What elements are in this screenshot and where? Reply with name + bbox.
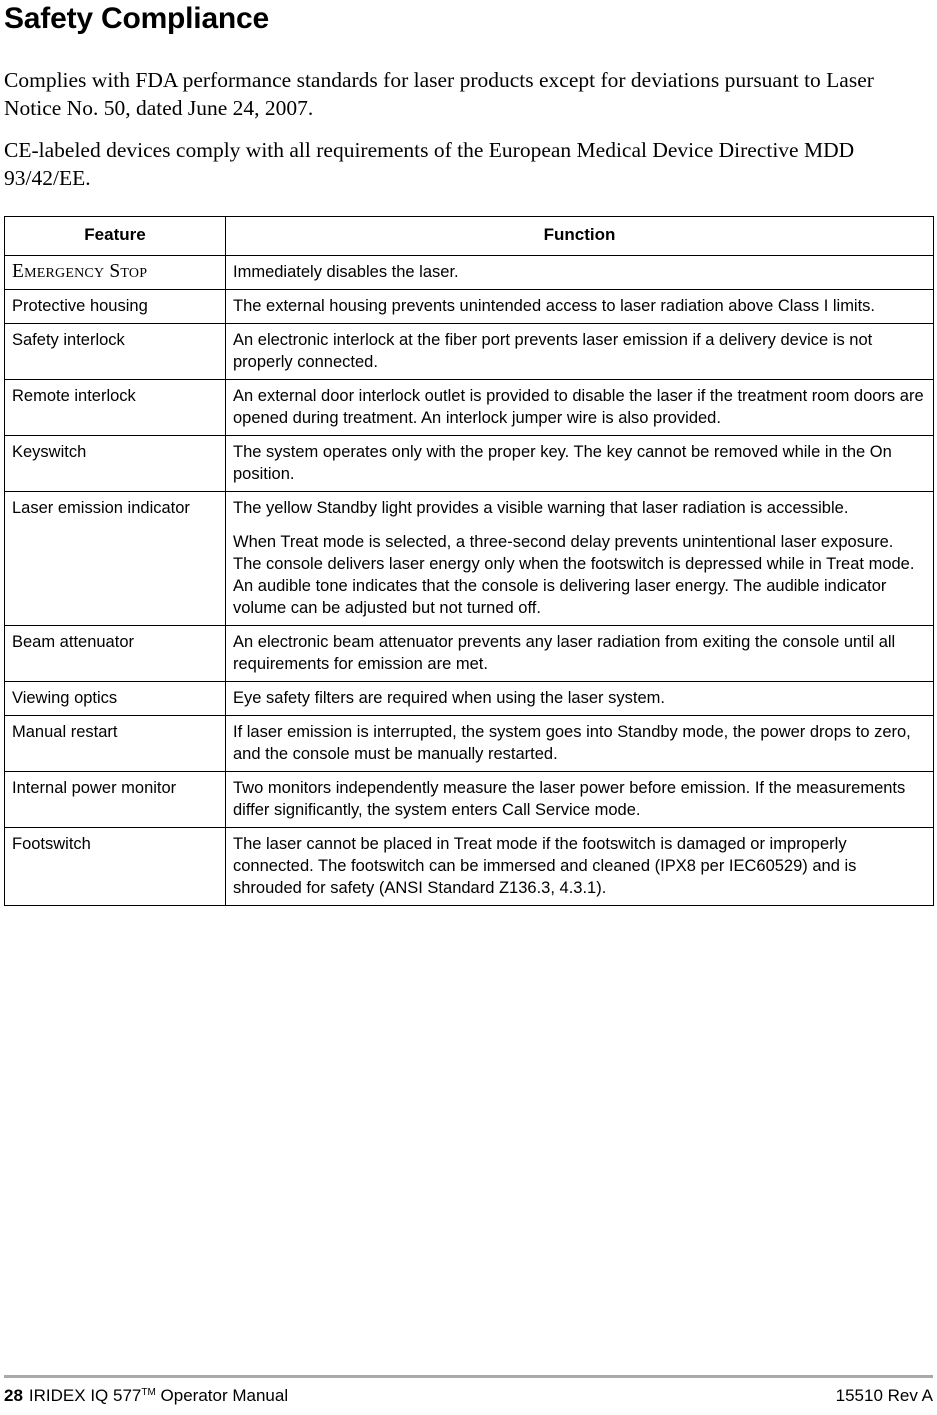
table-row <box>5 290 934 324</box>
function-cell <box>226 716 934 772</box>
table-row <box>5 716 934 772</box>
function-cell <box>226 436 934 492</box>
feature-cell: Beam attenuator <box>5 626 226 682</box>
intro-paragraph-ce: CE-labeled devices comply with all requirements of the European Medical Device Directive MDD 93/42/EE. <box>4 138 855 190</box>
feature-cell: Emergency Stop <box>5 256 226 290</box>
feature-cell: Footswitch <box>5 828 226 906</box>
table-row <box>5 256 934 290</box>
table-row <box>5 682 934 716</box>
feature-cell: Viewing optics <box>5 682 226 716</box>
function-paragraph: Two monitors independently measure the laser power before emission. If the measurements differ significantly, the system enters Call Service mode. <box>233 779 906 819</box>
feature-cell: Internal power monitor <box>5 772 226 828</box>
table-row <box>5 626 934 682</box>
table-header-row <box>5 217 934 256</box>
function-paragraph: Eye safety filters are required when using the laser system. <box>233 689 665 707</box>
page-title: Safety Compliance <box>4 2 270 35</box>
function-paragraph: The laser cannot be placed in Treat mode if the footswitch is damaged or improperly connected. The footswitch can be immersed and cleaned (IPX8 per IEC60529) and is shrouded for safety (ANSI Standard Z136.3, 4.3.1). <box>233 835 857 897</box>
column-header-feature: Feature <box>5 217 226 256</box>
feature-cell: Remote interlock <box>5 380 226 436</box>
footer-row <box>4 1378 933 1407</box>
function-paragraph: An electronic beam attenuator prevents any laser radiation from exiting the console until all requirements for emission are met. <box>233 633 896 673</box>
function-paragraph: The yellow Standby light provides a visible warning that laser radiation is accessible. <box>233 499 849 517</box>
table-row <box>5 380 934 436</box>
table-row <box>5 492 934 626</box>
footer-manual-suffix: Operator Manual <box>155 1386 289 1405</box>
feature-cell: Safety interlock <box>5 324 226 380</box>
function-paragraph: The system operates only with the proper key. The key cannot be removed while in the On position. <box>233 443 892 483</box>
function-cell <box>226 380 934 436</box>
column-header-function: Function <box>226 217 934 256</box>
function-paragraph: When Treat mode is selected, a three-second delay prevents unintentional laser exposure. The console delivers laser energy only when the footswitch is depressed while in Treat mode. An audible tone indicates that the console is delivering laser energy. The audible indicator volume can be adjusted but not turned off. <box>233 533 915 617</box>
table-row <box>5 772 934 828</box>
function-paragraph: Immediately disables the laser. <box>233 263 459 281</box>
page-content <box>4 0 933 906</box>
function-paragraph: If laser emission is interrupted, the system goes into Standby mode, the power drops to zero, and the console must be manually restarted. <box>233 723 911 763</box>
table-header <box>5 217 934 256</box>
table-row <box>5 436 934 492</box>
intro-paragraph-fda: Complies with FDA performance standards for laser products except for deviations pursuant to Laser Notice No. 50, dated June 24, 2007. <box>4 68 874 120</box>
feature-cell: Laser emission indicator <box>5 492 226 626</box>
function-paragraph: The external housing prevents unintended access to laser radiation above Class I limits. <box>233 297 876 315</box>
footer-manual-name: IRIDEX IQ 577 <box>28 1386 142 1405</box>
function-cell <box>226 828 934 906</box>
feature-cell: Manual restart <box>5 716 226 772</box>
feature-cell: Keyswitch <box>5 436 226 492</box>
feature-cell: Protective housing <box>5 290 226 324</box>
footer-document-number: 15510 Rev A <box>835 1386 933 1405</box>
footer-page-number: 28 <box>4 1386 23 1405</box>
function-cell <box>226 256 934 290</box>
function-paragraph: An electronic interlock at the fiber port prevents laser emission if a delivery device is not properly connected. <box>233 331 873 371</box>
footer-manual-title <box>29 1385 288 1407</box>
trademark-symbol: TM <box>141 1387 156 1398</box>
footer-left-group <box>4 1385 288 1407</box>
table-body <box>5 256 934 906</box>
function-cell <box>226 772 934 828</box>
function-cell <box>226 290 934 324</box>
function-cell <box>226 682 934 716</box>
page-footer <box>4 1375 933 1407</box>
function-cell <box>226 324 934 380</box>
function-cell <box>226 492 934 626</box>
table-row <box>5 828 934 906</box>
function-cell <box>226 626 934 682</box>
safety-features-table <box>4 216 934 906</box>
table-row <box>5 324 934 380</box>
function-paragraph: An external door interlock outlet is provided to disable the laser if the treatment room doors are opened during treatment. An interlock jumper wire is also provided. <box>233 387 924 427</box>
